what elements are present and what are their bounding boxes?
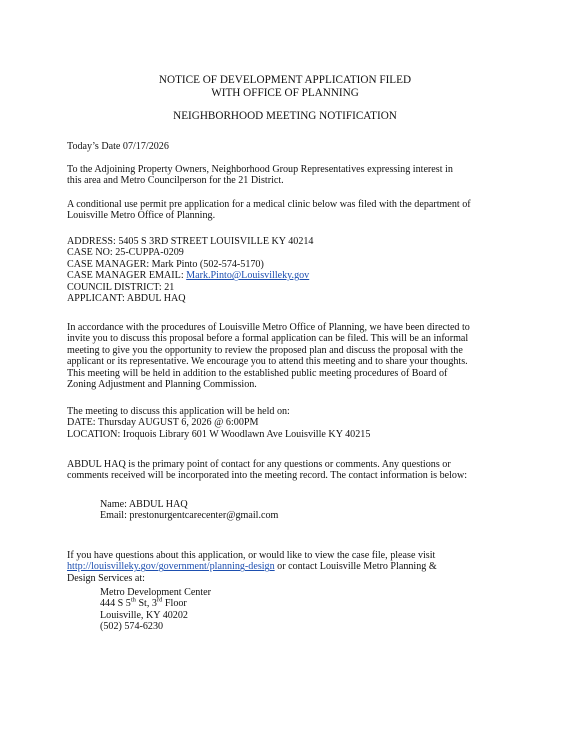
email-label: CASE MANAGER EMAIL: [67,270,187,282]
questions-line: Design Services at: [67,572,145,584]
address-line: ADDRESS: 5405 S 3RD STREET LOUISVILLE KY 40214 [67,236,314,247]
procedures-line: meeting to give you the opportunity to review the proposed plan and discuss the proposal with the [67,344,463,356]
notice-subtitle: NEIGHBORHOOD MEETING NOTIFICATION [173,110,397,122]
intro-line: A conditional use permit pre application for a medical clinic below was filed with the department of [67,199,471,210]
contact-intro-line: comments received will be incorporated into the meeting record. The contact information is below: [67,470,468,482]
questions-paragraph [67,550,517,584]
procedures-line: invite you to discuss this proposal before a formal application can be filed. This will be an informal [67,333,469,345]
intro-line: Louisville Metro Office of Planning. [67,210,216,222]
case-manager-email-link[interactable]: Mark.Pinto@Louisvilleky.gov [186,270,310,282]
addressees-paragraph [67,164,517,187]
planning-design-link[interactable]: http://louisvilleky.gov/government/planning-design [67,561,275,573]
procedures-line: This meeting will be held in addition to the established public meeting procedures of Board of [67,367,448,379]
procedures-line: In accordance with the procedures of Louisville Metro Office of Planning, we have been directed to [67,322,470,333]
intro-paragraph [67,199,517,222]
case-manager-line: CASE MANAGER: Mark Pinto (502-574-5170) [67,258,264,270]
office-name: Metro Development Center [100,587,211,598]
questions-line: If you have questions about this application, or would like to view the case file, please visit [67,550,436,561]
office-phone: (502) 574-6230 [100,621,164,633]
notice-title [0,74,570,99]
office-city: Louisville, KY 40202 [100,609,188,621]
office-address [100,587,550,633]
meeting-intro-line: The meeting to discuss this application will be held on: [67,406,290,417]
case-number-line: CASE NO: 25-CUPPA-0209 [67,247,184,259]
procedures-line: Zoning Adjustment and Planning Commission. [67,378,257,390]
procedures-paragraph [67,322,517,390]
contact-intro-line: ABDUL HAQ is the primary point of contact for any questions or comments. Any questions or [67,459,451,470]
title-line-2: WITH OFFICE OF PLANNING [211,86,359,99]
case-details [67,236,517,304]
meeting-location-line: LOCATION: Iroquois Library 601 W Woodlawn Ave Louisville KY 40215 [67,428,371,440]
title-line-1: NOTICE OF DEVELOPMENT APPLICATION FILED [158,74,412,86]
contact-intro-paragraph [67,459,517,482]
meeting-details [67,406,517,440]
council-district-line: COUNCIL DISTRICT: 21 [67,281,175,293]
contact-info [100,499,550,522]
procedures-line: applicant or its representative. We encourage you to attend this meeting and to share your thoughts. [67,356,468,368]
meeting-date-line: DATE: Thursday AUGUST 6, 2026 @ 6:00PM [67,417,259,429]
questions-line: http://louisvilleky.gov/government/planning-design or contact Louisville Metro Planning & [67,561,437,573]
case-manager-email-line [67,270,517,281]
addressees-line: this area and Metro Councilperson for the 21 District. [67,175,284,187]
contact-name: Name: ABDUL HAQ [100,499,188,510]
applicant-line: APPLICANT: ABDUL HAQ [67,292,186,304]
addressees-line: To the Adjoining Property Owners, Neighborhood Group Representatives expressing interest in [67,164,453,175]
office-street: 444 S 5th St, 3rd Floor [100,597,187,610]
contact-email: Email: prestonurgentcarecenter@gmail.com [100,510,279,522]
date-line: Today’s Date 07/17/2026 [67,141,169,152]
